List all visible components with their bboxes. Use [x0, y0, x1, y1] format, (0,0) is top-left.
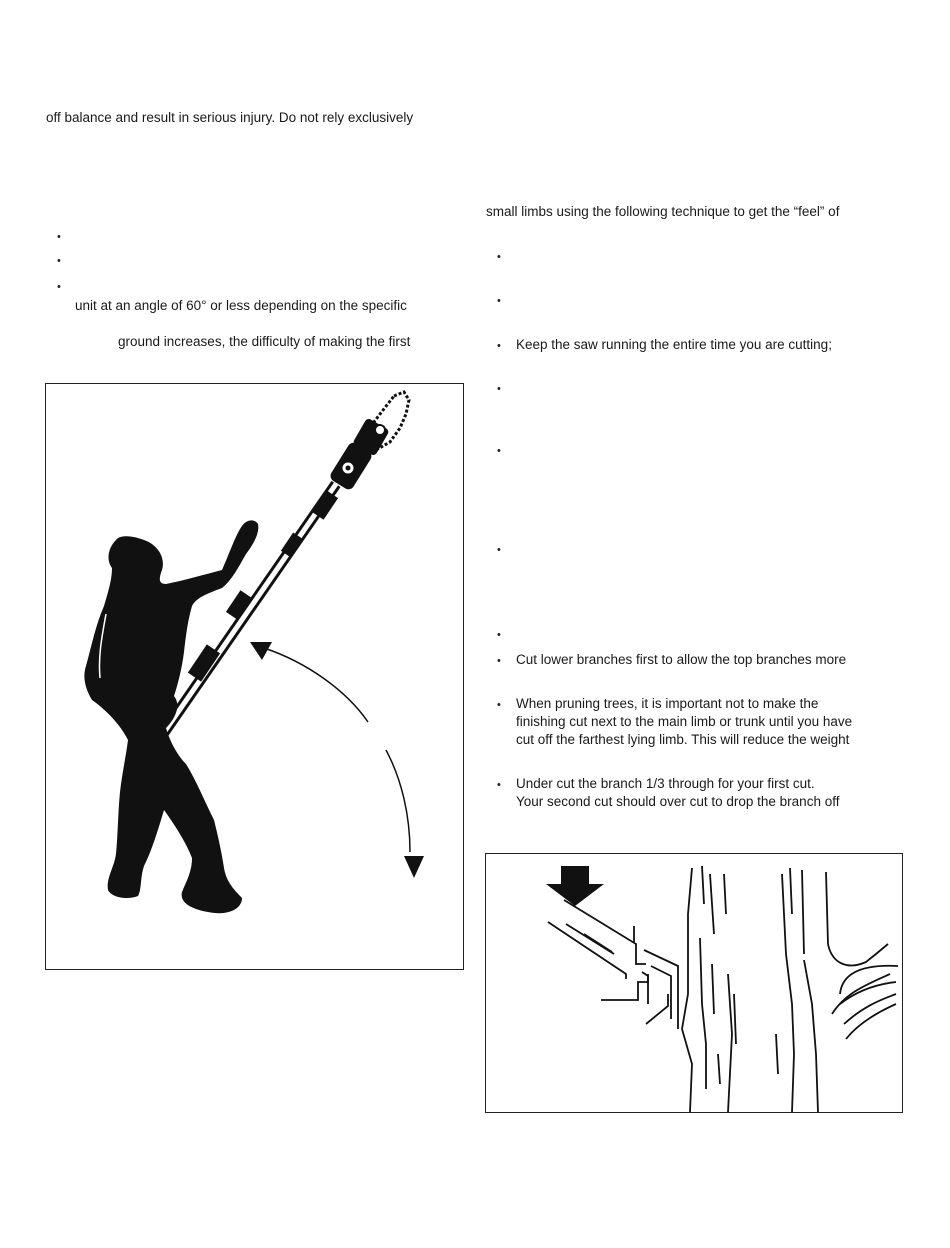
keep-saw-running-item: Keep the saw running the entire time you are cutting; [516, 337, 832, 352]
small-limbs-technique-text: small limbs using the following technique to get the “feel” of [486, 204, 840, 219]
branch-lines [548, 900, 678, 1029]
bullet-marker: • [497, 383, 501, 395]
bullet-marker: • [497, 445, 501, 457]
pole-saw-head [328, 392, 409, 492]
warning-balance-text: off balance and result in serious injury. Do not rely exclusively [46, 110, 414, 125]
bullet-marker: • [497, 251, 501, 263]
bullet-marker: • [57, 231, 61, 243]
down-arrow-icon [546, 866, 604, 906]
bullet-marker: • [497, 340, 501, 352]
bullet-marker: • [497, 655, 501, 667]
cut-lower-branches-item: Cut lower branches first to allow the top branches more [516, 652, 847, 667]
angle-instruction-text: unit at an angle of 60° or less depending on the specific [75, 298, 407, 313]
pruning-item-line: When pruning trees, it is important not to make the [516, 696, 819, 711]
bullet-marker: • [497, 779, 501, 791]
pruning-item-line: cut off the farthest lying limb. This will reduce the weight [516, 732, 850, 747]
curved-arrow-icon [250, 642, 424, 878]
trunk-lines [682, 866, 898, 1112]
operator-figure-frame [45, 383, 464, 970]
bullet-marker: • [497, 699, 501, 711]
under-cut-item-line: Under cut the branch 1/3 through for your first cut. [516, 776, 815, 791]
bullet-marker: • [497, 295, 501, 307]
operator-silhouette [84, 520, 258, 913]
pole-saw-operator-illustration [46, 384, 463, 969]
bullet-marker: • [497, 629, 501, 641]
branch-cut-illustration [486, 854, 902, 1112]
pruning-item-line: finishing cut next to the main limb or trunk until you have [516, 714, 853, 729]
bullet-marker: • [497, 544, 501, 556]
ground-difficulty-text: ground increases, the difficulty of making the first [118, 334, 411, 349]
bullet-marker: • [57, 281, 61, 293]
branch-cut-figure-frame [485, 853, 903, 1113]
bullet-marker: • [57, 255, 61, 267]
under-cut-item-line: Your second cut should over cut to drop the branch off [516, 794, 840, 809]
